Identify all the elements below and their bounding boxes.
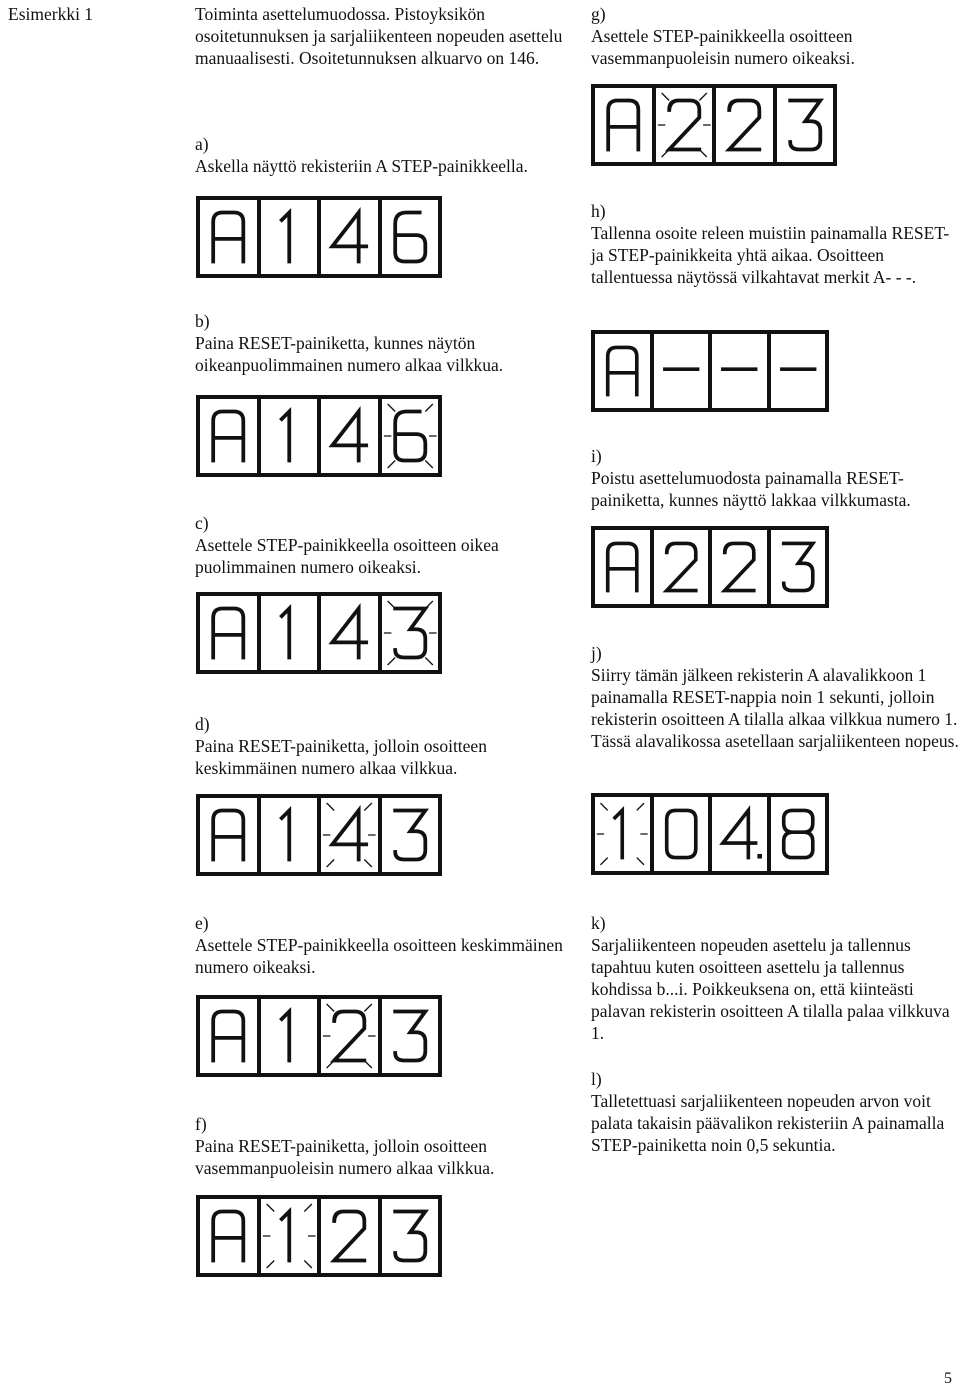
digit-cell xyxy=(654,530,709,604)
page-number: 5 xyxy=(944,1370,952,1387)
digit-cell xyxy=(771,530,826,604)
digit-cell xyxy=(261,798,318,872)
step-text: Tallenna osoite releen muistiin painamalla RESET- ja STEP-painikkeita yhtä aikaa. Osoitteen tallentuessa näytössä vilkahtavat merkit A- - -. xyxy=(591,223,950,287)
step-label: c) xyxy=(195,513,209,533)
digit-cell xyxy=(261,999,318,1073)
digit-cell xyxy=(716,88,773,162)
blink-marks-icon xyxy=(657,93,710,157)
digit-cell xyxy=(321,399,378,473)
digit-cell xyxy=(595,797,650,871)
digit-glyph xyxy=(382,596,439,670)
digit-glyph xyxy=(716,88,773,162)
digit-glyph xyxy=(595,334,650,408)
digit-glyph xyxy=(261,399,318,473)
digit-glyph xyxy=(712,797,767,871)
digit-cell xyxy=(321,798,378,872)
digit-glyph xyxy=(200,200,257,274)
step-label: d) xyxy=(195,714,210,734)
digit-cell xyxy=(771,797,826,871)
step-text: Talletettuasi sarjaliikenteen nopeuden arvon voit palata takaisin päävalikon rekisteriin A painamalla STEP-painiketta noin 0,5 sekuntia. xyxy=(591,1091,945,1155)
digit-glyph xyxy=(654,334,709,408)
digit-cell xyxy=(382,596,439,670)
digit-cell xyxy=(321,596,378,670)
step-label: b) xyxy=(195,311,210,331)
digit-glyph xyxy=(261,1199,318,1273)
digit-cell xyxy=(200,1199,257,1273)
step-text: Askella näyttö rekisteriin A STEP-painikkeella. xyxy=(195,156,528,176)
digit-cell xyxy=(654,797,709,871)
step-text: Asettele STEP-painikkeella osoitteen vasemmanpuoleisin numero oikeaksi. xyxy=(591,26,855,68)
digit-glyph xyxy=(382,200,439,274)
digit-cell xyxy=(261,200,318,274)
digit-cell xyxy=(321,999,378,1073)
step-label: i) xyxy=(591,446,602,466)
digit-glyph xyxy=(200,1199,257,1273)
digit-glyph xyxy=(200,596,257,670)
digit-cell xyxy=(200,798,257,872)
step-text: Poistu asettelumuodosta painamalla RESET-painiketta, kunnes näyttö lakkaa vilkkumasta. xyxy=(591,468,911,510)
digit-glyph xyxy=(321,798,378,872)
digit-glyph xyxy=(321,200,378,274)
step-text: Paina RESET-painiketta, jolloin osoitteen keskimmäinen numero alkaa vilkkua. xyxy=(195,736,487,778)
digit-cell xyxy=(712,797,767,871)
led-display xyxy=(196,395,442,477)
digit-cell xyxy=(382,399,439,473)
step-text: Asettele STEP-painikkeella osoitteen keskimmäinen numero oikeaksi. xyxy=(195,935,563,977)
step-label: g) xyxy=(591,4,606,24)
digit-cell xyxy=(656,88,713,162)
digit-cell xyxy=(777,88,834,162)
step-text: Paina RESET-painiketta, kunnes näytön oikeanpuolimmainen numero alkaa vilkkua. xyxy=(195,333,504,375)
blink-marks-icon xyxy=(383,601,436,665)
digit-glyph xyxy=(382,399,439,473)
digit-cell xyxy=(771,334,826,408)
digit-glyph xyxy=(771,334,826,408)
digit-glyph xyxy=(321,596,378,670)
led-display xyxy=(591,526,829,608)
digit-glyph xyxy=(654,797,709,871)
step-label: f) xyxy=(195,1114,207,1134)
step-label: a) xyxy=(195,134,209,154)
digit-cell xyxy=(712,334,767,408)
digit-glyph xyxy=(771,797,826,871)
digit-glyph xyxy=(261,200,318,274)
digit-cell xyxy=(200,399,257,473)
step-text: Siirry tämän jälkeen rekisterin A alavalikkoon 1 painamalla RESET-nappia noin 1 sekunti, jolloin rekisterin osoitteen A tilalla alkaa vilkkua numero 1. Tässä alavalikossa asetellaan sarjaliikenteen nopeus. xyxy=(591,665,959,751)
digit-glyph xyxy=(261,798,318,872)
decimal-point-icon xyxy=(757,854,762,859)
step-text: Paina RESET-painiketta, jolloin osoitteen vasemmanpuoleisin numero alkaa vilkkua. xyxy=(195,1136,495,1178)
digit-cell xyxy=(595,530,650,604)
led-display xyxy=(196,592,442,674)
intro-text: Toiminta asettelumuodossa. Pistoyksikön osoitetunnuksen ja sarjaliikenteen nopeuden asettelu manuaalisesti. Osoitetunnuksen alkuarvo on 146. xyxy=(195,4,563,68)
digit-cell xyxy=(382,999,439,1073)
digit-glyph xyxy=(656,88,713,162)
digit-cell xyxy=(595,334,650,408)
blink-marks-icon xyxy=(323,1004,376,1068)
led-display xyxy=(196,794,442,876)
digit-glyph xyxy=(321,999,378,1073)
digit-glyph xyxy=(595,530,650,604)
digit-glyph xyxy=(712,334,767,408)
section-label: Esimerkki 1 xyxy=(8,4,94,24)
digit-glyph xyxy=(200,399,257,473)
digit-glyph xyxy=(382,1199,439,1273)
led-display xyxy=(196,196,442,278)
digit-cell xyxy=(200,999,257,1073)
digit-glyph xyxy=(595,88,652,162)
digit-cell xyxy=(382,798,439,872)
digit-cell xyxy=(382,200,439,274)
led-display xyxy=(591,793,829,875)
digit-glyph xyxy=(321,399,378,473)
step-label: e) xyxy=(195,913,209,933)
digit-glyph xyxy=(712,530,767,604)
step-text: Asettele STEP-painikkeella osoitteen oikea puolimmainen numero oikeaksi. xyxy=(195,535,499,577)
led-display xyxy=(196,995,442,1077)
step-label: h) xyxy=(591,201,606,221)
digit-glyph xyxy=(200,798,257,872)
blink-marks-icon xyxy=(323,803,376,867)
digit-cell xyxy=(654,334,709,408)
digit-cell xyxy=(595,88,652,162)
digit-cell xyxy=(261,399,318,473)
digit-glyph xyxy=(771,530,826,604)
led-display xyxy=(591,84,837,166)
digit-cell xyxy=(382,1199,439,1273)
digit-glyph xyxy=(261,596,318,670)
digit-cell xyxy=(712,530,767,604)
digit-cell xyxy=(321,1199,378,1273)
digit-glyph xyxy=(777,88,834,162)
digit-cell xyxy=(200,200,257,274)
step-text: Sarjaliikenteen nopeuden asettelu ja tallennus tapahtuu kuten osoitteen asettelu ja tallennus kohdissa b...i. Poikkeuksena on, että kiinteästi palavan rekisterin osoitteen A tilalla palaa vilkkuva 1. xyxy=(591,935,950,1043)
digit-cell xyxy=(261,596,318,670)
digit-cell xyxy=(261,1199,318,1273)
step-label: k) xyxy=(591,913,606,933)
digit-glyph xyxy=(261,999,318,1073)
step-label: l) xyxy=(591,1069,602,1089)
digit-glyph xyxy=(595,797,650,871)
digit-glyph xyxy=(382,798,439,872)
digit-glyph xyxy=(321,1199,378,1273)
step-label: j) xyxy=(591,643,602,663)
digit-glyph xyxy=(654,530,709,604)
digit-glyph xyxy=(382,999,439,1073)
digit-glyph xyxy=(200,999,257,1073)
digit-cell xyxy=(200,596,257,670)
led-display xyxy=(591,330,829,412)
digit-cell xyxy=(321,200,378,274)
led-display xyxy=(196,1195,442,1277)
